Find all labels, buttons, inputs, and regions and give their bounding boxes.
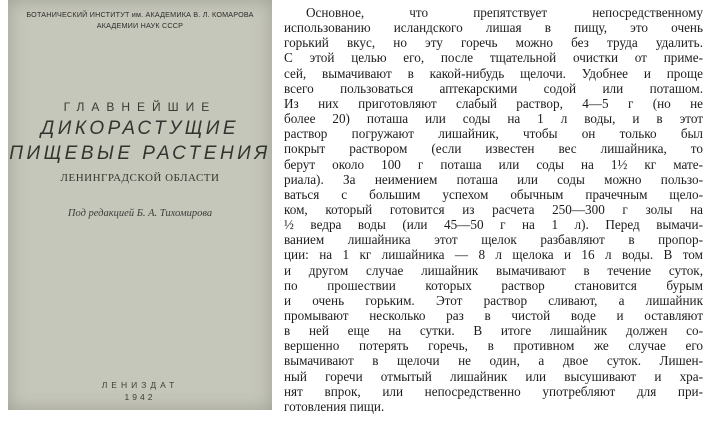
text-line: С этой целью его, после тщательной очистки от приме- bbox=[284, 50, 703, 66]
text-line: сей, вымачивают в какой-нибудь щелочи. Удобнее и проще bbox=[284, 65, 703, 81]
text-line: Из них приготовляют слабый раствор, 4—5 г (но не bbox=[284, 95, 703, 111]
text-line: по прошествии которых раствор становится бурым bbox=[284, 277, 703, 293]
text-line: риала). За неимением поташа или соды можно пользо- bbox=[284, 171, 703, 187]
text-line: покрыт раствором (если известен вес лишайника, то bbox=[284, 141, 703, 157]
cover-institute-line2: АКАДЕМИИ НАУК СССР bbox=[96, 21, 184, 30]
cover-year: 1942 bbox=[124, 392, 156, 402]
cover-title-line3: ПИЩЕВЫЕ РАСТЕНИЯ bbox=[9, 143, 271, 164]
text-line: ½ ведра воды (или 45—50 г на 1 л). Перед вымачи- bbox=[284, 217, 703, 233]
cover-publisher: ЛЕНИЗДАТ bbox=[101, 380, 179, 390]
text-line: вершенно потерять горечь, в противном же случае его bbox=[284, 338, 703, 354]
text-line: ваться с большим успехом обычным прачечным щело- bbox=[284, 186, 703, 202]
text-line: вымачивают в щелочи не один, а двое суток. Лишен- bbox=[284, 353, 703, 369]
text-page bbox=[284, 0, 703, 424]
text-line: в ней еще на сутки. В итоге лишайник должен со- bbox=[284, 323, 703, 339]
text-line: ный горечи отмытый лишайник или высушивают и хра- bbox=[284, 368, 703, 384]
cover-region: ЛЕНИНГРАДСКОЙ ОБЛАСТИ bbox=[60, 172, 220, 184]
text-line: горький вкус, но эту горечь можно без труда удалить. bbox=[284, 35, 703, 51]
text-line: Основное, что препятствует непосредственному bbox=[306, 5, 703, 20]
text-line: раствор погружают лишайник, чтобы он только был bbox=[284, 126, 703, 142]
cover-institute-line1: БОТАНИЧЕСКИЙ ИНСТИТУТ им. АКАДЕМИКА В. Л. КОМАРОВА bbox=[26, 10, 254, 19]
text-line: ции: на 1 кг лишайника — 8 л щелока и 16 л воды. В том bbox=[284, 247, 703, 263]
text-line: и другом случае лишайник вымачивают в течение суток, bbox=[284, 262, 703, 278]
text-line: более 20) поташа или соды на 1 л воды, и в этот bbox=[284, 111, 703, 127]
text-line: и очень горьким. Этот раствор сливают, а лишайник bbox=[284, 292, 703, 308]
text-line: нят впрок, или непосредственно употребляют для при- bbox=[284, 383, 703, 399]
cover-title-line2: ДИКОРАСТУЩИЕ bbox=[40, 118, 240, 139]
book-cover bbox=[8, 0, 272, 410]
text-line: ком, который готовится из расчета 250—300 г золы на bbox=[284, 201, 703, 217]
text-line: использованию исландского лишая в пищу, это очень bbox=[284, 20, 703, 36]
text-line: ванием лишайника этот щелок разбавляют в пропор- bbox=[284, 232, 703, 248]
cover-title-line1: ГЛАВНЕЙШИЕ bbox=[63, 100, 217, 114]
text-line: всего пользоваться аптекарскими содой или поташом. bbox=[284, 80, 703, 96]
cover-editor: Под редакцией Б. А. Тихомирова bbox=[67, 208, 213, 219]
text-line: берут около 100 г поташа или соды на 1½ кг мате- bbox=[284, 156, 703, 172]
text-line: промывают несколько раз в чистой воде и оставляют bbox=[284, 308, 703, 323]
text-line: готовления пищи. bbox=[284, 398, 385, 414]
